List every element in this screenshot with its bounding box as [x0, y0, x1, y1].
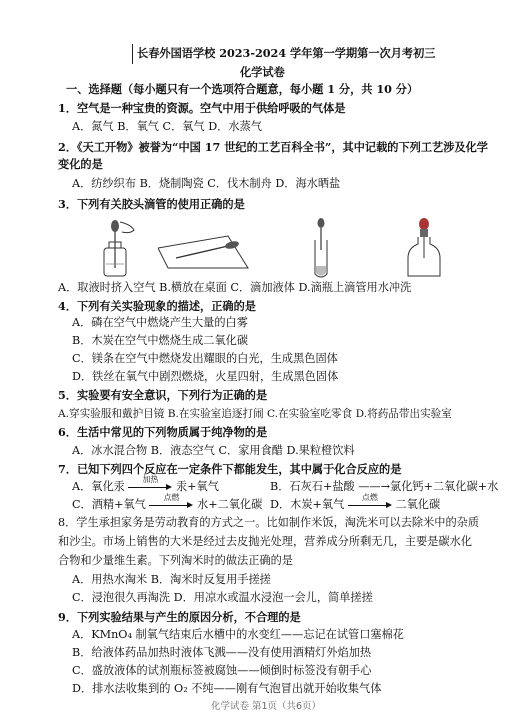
q7-c-condition: 点燃	[163, 493, 180, 502]
dropper-air-figure	[92, 218, 142, 278]
margin-line	[132, 44, 133, 64]
exam-subtitle: 化学试卷	[240, 65, 285, 79]
question-1-options: A．氮气 B．氧气 C．氧气 D．水蒸气	[72, 120, 262, 133]
q7-a-condition: 加热	[142, 475, 159, 484]
question-2-stem-line2: 变化的是	[58, 157, 103, 171]
section-heading	[66, 82, 418, 96]
question-7-option-b: B．石灰石+盐酸 ——→氯化钙+二氧化碳+水	[270, 480, 499, 493]
question-9-option-c: C．盛放液体的试剂瓶标签被腐蚀——倾倒时标签没有朝手心	[72, 664, 372, 677]
question-9-stem: 9．下列实验结果与产生的原因分析，不合理的是	[58, 610, 301, 624]
question-3-stem: 3．下列有关胶头滴管的使用正确的是	[58, 197, 245, 211]
question-8-stem-line2: 和沙尘。市场上销售的大米是经过去皮抛光处理，营养成分所剩无几，主要是碳水化	[58, 535, 472, 548]
question-6-options: A．冰水混合物 B．液态空气 C．家用食醋 D.果粒橙饮料	[72, 444, 355, 457]
q7-a-products: 汞+氧气	[175, 480, 219, 493]
exam-title: 长春外国语学校 2023-2024 学年第一学期第一次月考初三	[137, 46, 436, 60]
page-footer: 化学试卷 第1页（共6页）	[210, 701, 322, 712]
question-7-option-c	[72, 493, 263, 512]
question-5-stem: 5．实验要有安全意识，下列行为正确的是	[58, 388, 268, 402]
q7-c-reactants: C．酒精+氧气	[72, 498, 146, 511]
question-4-option-d: D．铁丝在氧气中剧烈燃烧，火星四射，生成黑色固体	[72, 370, 339, 383]
question-4-option-b: B．木炭在空气中燃烧生成二氧化碳	[72, 334, 249, 347]
question-8-options-ab: A．用热水淘米 B．淘米时反复用手搓搓	[72, 573, 271, 586]
dropping-bottle-figure	[404, 218, 444, 280]
question-7-option-d	[270, 493, 441, 512]
dropper-tube-figure	[306, 218, 336, 280]
question-3-options: A．取液时挤入空气 B.横放在桌面 C．滴加液体 D.滴瓶上滴管用水冲洗	[58, 281, 412, 294]
q7-c-products: 水+二氧化碳	[197, 498, 263, 511]
question-6-stem: 6．生活中常见的下列物质属于纯净物的是	[58, 425, 268, 439]
q7-a-reactants: A．氧化汞	[72, 480, 125, 493]
dropper-flat-figure	[158, 228, 258, 273]
question-2-stem-line1: 2．《天工开物》被誉为“中国 17 世纪的工艺百科全书”，其中记载的下列工艺涉及化学	[58, 140, 488, 154]
q7-d-arrow	[348, 493, 392, 510]
question-5-options: A.穿实验服和戴护目镜 B.在实验室追逐打闹 C.在实验室吃零食 D.将药品带出实验室	[58, 408, 452, 420]
question-2-options: A．纺纱织布 B．烧制陶瓷 C．伐木制舟 D．海水晒盐	[72, 177, 341, 190]
question-8-stem-line1: 8．学生承担家务是劳动教育的方式之一。比如制作米饭，淘洗米可以去除米中的杂质	[58, 516, 480, 529]
question-1-stem: 1．空气是一种宝贵的资源。空气中用于供给呼吸的气体是	[58, 101, 346, 115]
question-4-option-a: A．磷在空气中燃烧产生大量的白雾	[72, 316, 248, 329]
q7-d-products: 二氧化碳	[395, 498, 441, 511]
question-4-stem: 4．下列有关实验现象的描述，正确的是	[58, 299, 256, 313]
question-3-figures	[0, 218, 532, 280]
q7-c-arrow	[149, 493, 193, 510]
question-4-option-c: C．镁条在空气中燃烧发出耀眼的白光，生成黑色固体	[72, 352, 338, 365]
section-heading-text: 一、选择题（每小题只有一个选项符合题意，每小题 1 分，共 10 分）	[66, 82, 419, 96]
question-9-option-a: A．KMnO₄ 制氧气结束后水槽中的水变红——忘记在试管口塞棉花	[72, 628, 404, 641]
question-9-option-d: D．排水法收集到的 O₂ 不纯——刚有气泡冒出就开始收集气体	[72, 682, 382, 695]
question-7-option-a	[72, 475, 219, 494]
question-7-stem: 7．已知下列四个反应在一定条件下都能发生，其中属于化合反应的是	[58, 462, 402, 476]
q7-d-condition: 点燃	[361, 493, 378, 502]
question-9-option-b: B．给液体药品加热时液体飞溅——没有使用酒精灯外焰加热	[72, 646, 372, 659]
question-8-options-cd: C．浸泡很久再淘洗 D．用凉水或温水浸泡一会儿，简单搓搓	[72, 591, 373, 604]
question-8-stem-line3: 合物和少量维生素。下列淘米时的做法正确的是	[58, 554, 293, 567]
q7-d-reactants: D．木炭+氧气	[270, 498, 345, 511]
